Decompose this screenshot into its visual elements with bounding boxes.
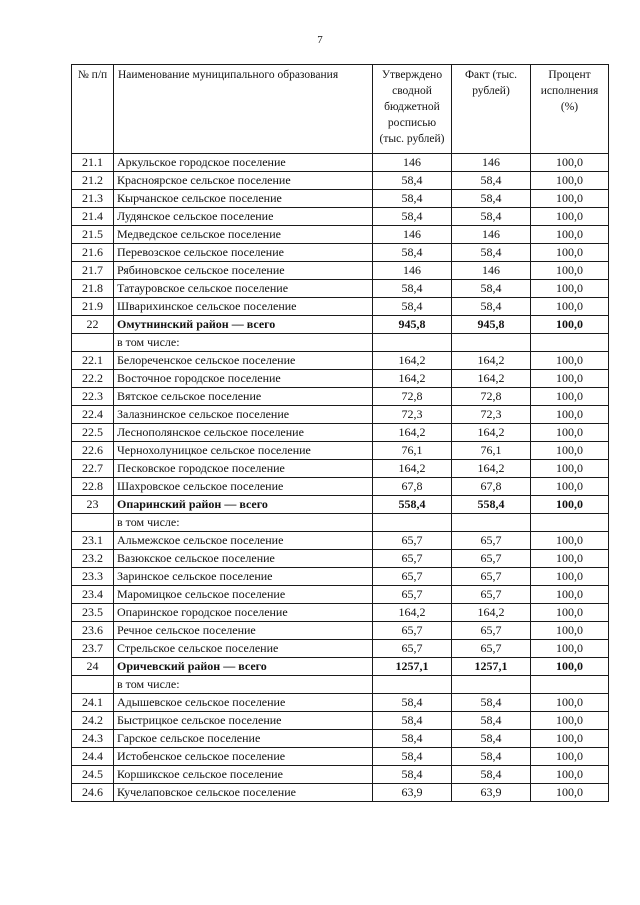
table-row-subheading	[72, 514, 609, 532]
cell-name: Аркульское городское поселение	[114, 154, 373, 172]
header-name: Наименование муниципального образования	[114, 65, 373, 154]
cell-approved: 945,8	[373, 316, 452, 334]
cell-percent: 100,0	[531, 730, 609, 748]
table-row-subheading	[72, 676, 609, 694]
cell-approved: 58,4	[373, 298, 452, 316]
table-row	[72, 352, 609, 370]
cell-approved: 63,9	[373, 784, 452, 802]
cell-percent: 100,0	[531, 496, 609, 514]
table-row	[72, 406, 609, 424]
cell-name: Песковское городское поселение	[114, 460, 373, 478]
cell-approved: 65,7	[373, 568, 452, 586]
cell-name: Залазнинское сельское поселение	[114, 406, 373, 424]
cell-name: Стрельское сельское поселение	[114, 640, 373, 658]
cell-num: 21.7	[72, 262, 114, 280]
cell-num: 22.1	[72, 352, 114, 370]
cell-fact: 58,4	[452, 172, 531, 190]
cell-approved: 58,4	[373, 190, 452, 208]
cell-name: Адышевское сельское поселение	[114, 694, 373, 712]
cell-approved: 146	[373, 262, 452, 280]
cell-percent: 100,0	[531, 460, 609, 478]
cell-fact: 58,4	[452, 694, 531, 712]
cell-num: 21.5	[72, 226, 114, 244]
cell-num: 21.8	[72, 280, 114, 298]
table-row	[72, 388, 609, 406]
cell-fact: 58,4	[452, 280, 531, 298]
cell-name: Гарское сельское поселение	[114, 730, 373, 748]
cell-num	[72, 514, 114, 532]
table-row	[72, 766, 609, 784]
table-row	[72, 154, 609, 172]
cell-percent: 100,0	[531, 190, 609, 208]
cell-approved: 65,7	[373, 532, 452, 550]
table-row	[72, 262, 609, 280]
cell-num: 22.2	[72, 370, 114, 388]
cell-approved: 58,4	[373, 766, 452, 784]
cell-name: в том числе:	[114, 514, 373, 532]
table-row	[72, 478, 609, 496]
table-row	[72, 298, 609, 316]
cell-name: Быстрицкое сельское поселение	[114, 712, 373, 730]
cell-num: 21.9	[72, 298, 114, 316]
cell-name: Шварихинское сельское поселение	[114, 298, 373, 316]
cell-fact: 58,4	[452, 712, 531, 730]
cell-num: 23.2	[72, 550, 114, 568]
cell-name: Кырчанское сельское поселение	[114, 190, 373, 208]
cell-fact: 63,9	[452, 784, 531, 802]
cell-approved: 65,7	[373, 586, 452, 604]
cell-name: Медведское сельское поселение	[114, 226, 373, 244]
cell-percent	[531, 514, 609, 532]
table-row	[72, 442, 609, 460]
cell-percent: 100,0	[531, 172, 609, 190]
cell-name: Истобенское сельское поселение	[114, 748, 373, 766]
cell-approved: 146	[373, 226, 452, 244]
page-number: 7	[317, 34, 323, 46]
cell-num: 23.1	[72, 532, 114, 550]
cell-name: Речное сельское поселение	[114, 622, 373, 640]
cell-approved: 164,2	[373, 370, 452, 388]
cell-percent: 100,0	[531, 748, 609, 766]
cell-percent: 100,0	[531, 604, 609, 622]
cell-name: Чернохолуницкое сельское поселение	[114, 442, 373, 460]
cell-name: Альмежское сельское поселение	[114, 532, 373, 550]
cell-percent: 100,0	[531, 712, 609, 730]
cell-percent: 100,0	[531, 478, 609, 496]
cell-fact: 164,2	[452, 370, 531, 388]
table-row-total	[72, 316, 609, 334]
cell-percent: 100,0	[531, 784, 609, 802]
cell-name: Кучелаповское сельское поселение	[114, 784, 373, 802]
cell-fact: 58,4	[452, 190, 531, 208]
cell-num: 22.5	[72, 424, 114, 442]
cell-num: 24.1	[72, 694, 114, 712]
cell-fact: 1257,1	[452, 658, 531, 676]
cell-fact: 58,4	[452, 766, 531, 784]
cell-fact: 58,4	[452, 730, 531, 748]
table-row	[72, 424, 609, 442]
cell-fact: 146	[452, 226, 531, 244]
cell-name: в том числе:	[114, 334, 373, 352]
cell-num: 21.3	[72, 190, 114, 208]
cell-fact: 65,7	[452, 532, 531, 550]
cell-percent: 100,0	[531, 262, 609, 280]
cell-percent: 100,0	[531, 766, 609, 784]
cell-name: Заринское сельское поселение	[114, 568, 373, 586]
cell-approved: 76,1	[373, 442, 452, 460]
cell-fact: 65,7	[452, 550, 531, 568]
cell-num: 24	[72, 658, 114, 676]
table-row	[72, 730, 609, 748]
cell-fact: 58,4	[452, 244, 531, 262]
cell-percent: 100,0	[531, 532, 609, 550]
cell-fact: 65,7	[452, 586, 531, 604]
cell-num: 21.4	[72, 208, 114, 226]
cell-percent	[531, 334, 609, 352]
table-row	[72, 370, 609, 388]
cell-fact: 945,8	[452, 316, 531, 334]
cell-approved: 558,4	[373, 496, 452, 514]
cell-approved: 72,8	[373, 388, 452, 406]
cell-fact: 72,3	[452, 406, 531, 424]
cell-num: 22.3	[72, 388, 114, 406]
cell-approved	[373, 676, 452, 694]
cell-approved: 58,4	[373, 244, 452, 262]
cell-name: Коршикское сельское поселение	[114, 766, 373, 784]
table-row	[72, 748, 609, 766]
cell-fact: 58,4	[452, 748, 531, 766]
cell-percent: 100,0	[531, 226, 609, 244]
cell-approved: 58,4	[373, 748, 452, 766]
table-row	[72, 550, 609, 568]
cell-name: в том числе:	[114, 676, 373, 694]
cell-fact: 146	[452, 262, 531, 280]
cell-percent: 100,0	[531, 550, 609, 568]
cell-fact: 164,2	[452, 460, 531, 478]
cell-fact: 164,2	[452, 604, 531, 622]
table-row	[72, 586, 609, 604]
cell-name: Лудянское сельское поселение	[114, 208, 373, 226]
cell-percent: 100,0	[531, 280, 609, 298]
cell-num: 24.6	[72, 784, 114, 802]
cell-percent: 100,0	[531, 208, 609, 226]
cell-num: 21.2	[72, 172, 114, 190]
cell-num: 24.2	[72, 712, 114, 730]
cell-num: 22	[72, 316, 114, 334]
table-row	[72, 784, 609, 802]
table-row-total	[72, 496, 609, 514]
cell-approved: 58,4	[373, 172, 452, 190]
cell-num: 24.3	[72, 730, 114, 748]
cell-approved: 164,2	[373, 604, 452, 622]
cell-fact: 65,7	[452, 622, 531, 640]
cell-name: Красноярское сельское поселение	[114, 172, 373, 190]
cell-fact: 164,2	[452, 424, 531, 442]
cell-name: Рябиновское сельское поселение	[114, 262, 373, 280]
cell-fact: 146	[452, 154, 531, 172]
cell-approved: 164,2	[373, 352, 452, 370]
table-row	[72, 712, 609, 730]
cell-num: 23.3	[72, 568, 114, 586]
cell-approved: 58,4	[373, 208, 452, 226]
table-row	[72, 694, 609, 712]
cell-num: 21.1	[72, 154, 114, 172]
budget-execution-table	[71, 64, 609, 802]
cell-num: 22.8	[72, 478, 114, 496]
cell-percent: 100,0	[531, 622, 609, 640]
cell-percent: 100,0	[531, 352, 609, 370]
header-num: № п/п	[72, 65, 114, 154]
cell-name: Белореченское сельское поселение	[114, 352, 373, 370]
table-row	[72, 280, 609, 298]
cell-percent: 100,0	[531, 388, 609, 406]
cell-approved: 65,7	[373, 550, 452, 568]
cell-percent	[531, 676, 609, 694]
cell-fact: 76,1	[452, 442, 531, 460]
cell-approved: 1257,1	[373, 658, 452, 676]
table-row	[72, 640, 609, 658]
cell-percent: 100,0	[531, 424, 609, 442]
cell-num	[72, 676, 114, 694]
cell-num: 24.5	[72, 766, 114, 784]
cell-approved: 72,3	[373, 406, 452, 424]
header-percent: Процент исполнения (%)	[531, 65, 609, 154]
cell-percent: 100,0	[531, 694, 609, 712]
cell-name: Маромицкое сельское поселение	[114, 586, 373, 604]
table-row-total	[72, 658, 609, 676]
table-row	[72, 604, 609, 622]
cell-approved	[373, 514, 452, 532]
cell-approved: 58,4	[373, 712, 452, 730]
cell-name: Шахровское сельское поселение	[114, 478, 373, 496]
cell-name: Опаринский район — всего	[114, 496, 373, 514]
cell-approved: 67,8	[373, 478, 452, 496]
cell-name: Вятское сельское поселение	[114, 388, 373, 406]
cell-num: 23.5	[72, 604, 114, 622]
cell-percent: 100,0	[531, 406, 609, 424]
table-row	[72, 460, 609, 478]
cell-approved: 58,4	[373, 694, 452, 712]
cell-num: 22.7	[72, 460, 114, 478]
cell-percent: 100,0	[531, 586, 609, 604]
cell-name: Татауровское сельское поселение	[114, 280, 373, 298]
table-row	[72, 190, 609, 208]
cell-fact	[452, 676, 531, 694]
cell-approved: 164,2	[373, 460, 452, 478]
table-row	[72, 226, 609, 244]
cell-percent: 100,0	[531, 658, 609, 676]
cell-fact: 65,7	[452, 568, 531, 586]
cell-fact: 72,8	[452, 388, 531, 406]
table-row-subheading	[72, 334, 609, 352]
cell-approved: 58,4	[373, 280, 452, 298]
cell-num: 23	[72, 496, 114, 514]
cell-num: 23.4	[72, 586, 114, 604]
cell-approved: 65,7	[373, 640, 452, 658]
cell-percent: 100,0	[531, 316, 609, 334]
table-row	[72, 622, 609, 640]
cell-percent: 100,0	[531, 298, 609, 316]
table-row	[72, 208, 609, 226]
cell-num: 22.6	[72, 442, 114, 460]
table-row	[72, 244, 609, 262]
cell-name: Омутнинский район — всего	[114, 316, 373, 334]
cell-fact: 558,4	[452, 496, 531, 514]
cell-fact: 58,4	[452, 208, 531, 226]
cell-percent: 100,0	[531, 370, 609, 388]
cell-num	[72, 334, 114, 352]
cell-name: Опаринское городское поселение	[114, 604, 373, 622]
cell-num: 21.6	[72, 244, 114, 262]
cell-percent: 100,0	[531, 154, 609, 172]
cell-fact: 164,2	[452, 352, 531, 370]
table-row	[72, 532, 609, 550]
cell-approved: 164,2	[373, 424, 452, 442]
table-header-row	[72, 65, 609, 154]
cell-percent: 100,0	[531, 244, 609, 262]
cell-approved: 65,7	[373, 622, 452, 640]
cell-approved: 146	[373, 154, 452, 172]
cell-fact	[452, 334, 531, 352]
cell-num: 22.4	[72, 406, 114, 424]
cell-name: Вазюкское сельское поселение	[114, 550, 373, 568]
cell-approved: 58,4	[373, 730, 452, 748]
cell-percent: 100,0	[531, 640, 609, 658]
table-body	[72, 154, 609, 802]
cell-approved	[373, 334, 452, 352]
table-row	[72, 172, 609, 190]
cell-fact: 67,8	[452, 478, 531, 496]
cell-fact: 58,4	[452, 298, 531, 316]
cell-name: Оричевский район — всего	[114, 658, 373, 676]
header-fact: Факт (тыс. рублей)	[452, 65, 531, 154]
cell-fact	[452, 514, 531, 532]
cell-percent: 100,0	[531, 568, 609, 586]
cell-name: Восточное городское поселение	[114, 370, 373, 388]
table-row	[72, 568, 609, 586]
header-approved: Утверждено сводной бюджетной росписью (тыс. рублей)	[373, 65, 452, 154]
cell-name: Перевозское сельское поселение	[114, 244, 373, 262]
cell-name: Леснополянское сельское поселение	[114, 424, 373, 442]
cell-num: 23.6	[72, 622, 114, 640]
cell-num: 23.7	[72, 640, 114, 658]
cell-fact: 65,7	[452, 640, 531, 658]
cell-num: 24.4	[72, 748, 114, 766]
cell-percent: 100,0	[531, 442, 609, 460]
